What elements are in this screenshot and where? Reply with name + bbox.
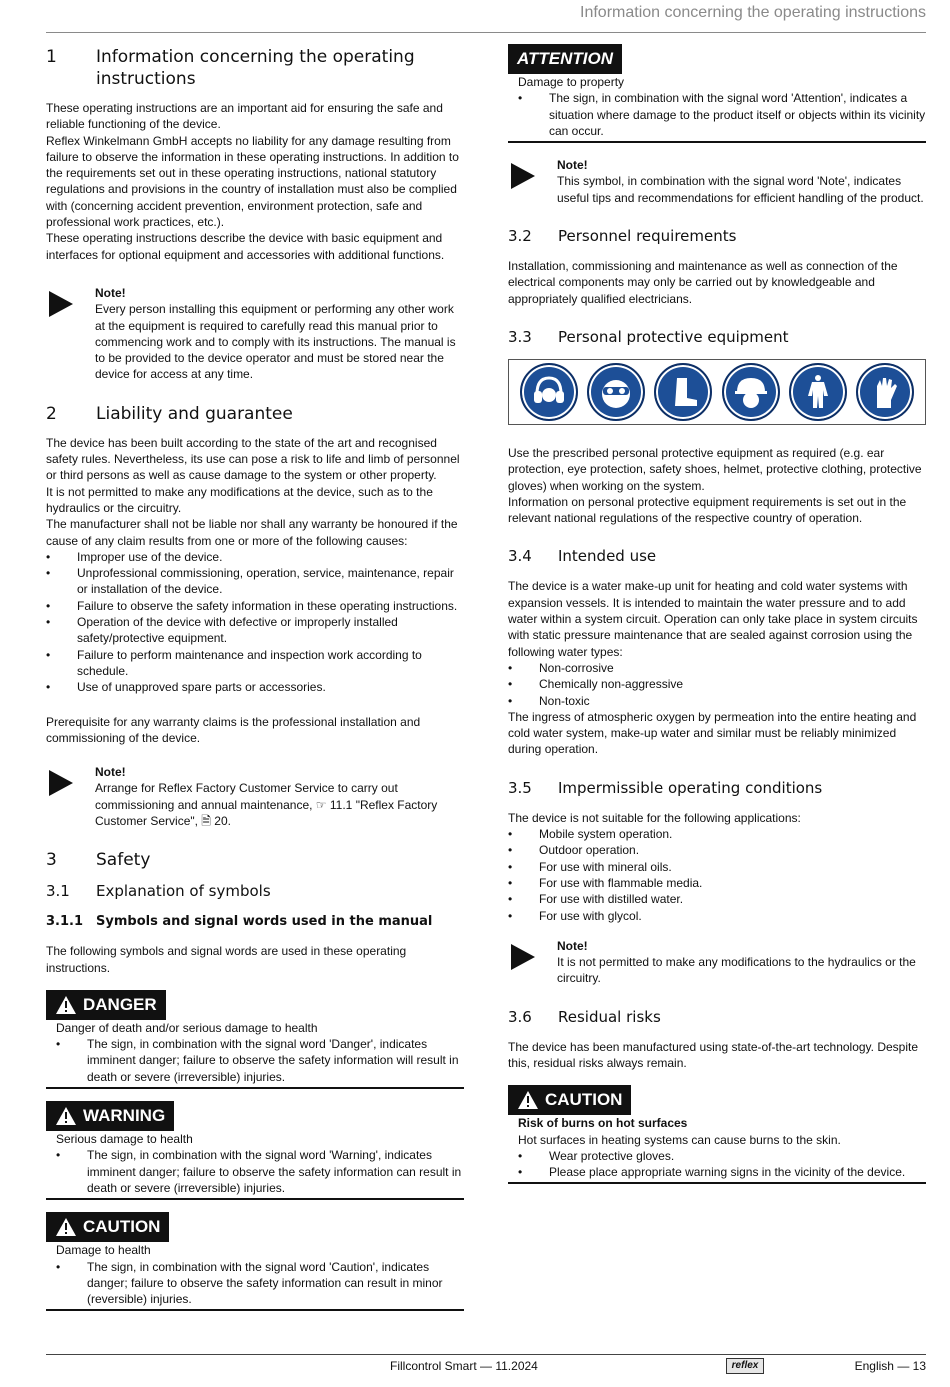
section-3-3-heading — [508, 327, 926, 347]
section-title: Impermissible operating conditions — [558, 778, 823, 797]
warning-triangle-icon — [55, 1217, 77, 1237]
paragraph: Use the prescribed personal protective equipment as required (e.g. ear protection, eye protection, safety shoes, helmet, protective clothing, protective gloves) when working on the system. — [508, 445, 922, 493]
section-1-heading — [46, 46, 464, 90]
section-number: 3 — [46, 850, 57, 871]
warning-triangle-icon — [55, 1106, 77, 1126]
ppe-icon-strip — [508, 359, 926, 425]
note-text: It is not permitted to make any modifications to the hydraulics or the circuitry. — [557, 955, 916, 986]
warning-badge — [46, 1101, 174, 1131]
list-item: • For use with glycol. — [508, 908, 926, 924]
caution-subtitle: Risk of burns on hot surfaces — [518, 1116, 688, 1131]
liability-causes-list — [46, 549, 464, 696]
section-title: Intended use — [558, 547, 657, 566]
section-number: 3.6 — [508, 1007, 532, 1026]
note-box — [508, 157, 926, 206]
section-3-6-heading — [508, 1007, 926, 1027]
caution-badge — [46, 1212, 169, 1242]
section-number: 1 — [46, 47, 57, 67]
list-item: • Unprofessional commissioning, operation, service, maintenance, repair or installation of the device. — [46, 565, 464, 598]
page-header — [46, 0, 926, 33]
note-label: Note! — [95, 285, 126, 300]
danger-subtitle: Danger of death and/or serious damage to health — [56, 1020, 318, 1035]
attention-text: • The sign, in combination with the signal word 'Attention', indicates a situation where damage to the product itself or objects within its vicinity can occur. — [518, 90, 926, 139]
danger-text: • The sign, in combination with the signal word 'Danger', indicates imminent danger; failure to observe the safety information will result in death or severe (irreversible) injuries. — [56, 1036, 464, 1085]
note-text: Every person installing this equipment or performing any other work at the equipment is required to carefully read this manual prior to commencing work and to comply with its instructions. The manual is to be provided to the device operator and must be stored near the device for access at any time. — [95, 302, 456, 382]
caution-label: CAUTION — [83, 1217, 161, 1237]
danger-label: DANGER — [83, 994, 157, 1014]
warning-text: • The sign, in combination with the signal word 'Warning', indicates imminent danger; failure to observe the safety information can result in death or severe (irreversible) injuries. — [56, 1147, 464, 1196]
section-number: 3.3 — [508, 327, 532, 346]
paragraph: These operating instructions describe the device with basic equipment and interfaces for optional equipment and accessories with additional functions. — [46, 231, 445, 262]
caution-signal-block — [46, 1212, 464, 1311]
note-arrow-icon — [49, 291, 73, 317]
footer-document-title: Fillcontrol Smart — 11.2024 — [390, 1359, 538, 1373]
list-item: • Wear protective gloves. — [518, 1148, 926, 1164]
list-item: • Non-toxic — [508, 693, 926, 709]
right-column — [508, 44, 926, 1184]
note-arrow-icon — [49, 770, 73, 796]
list-item: • For use with mineral oils. — [508, 859, 926, 875]
note-box — [46, 764, 464, 829]
caution-label: CAUTION — [545, 1090, 623, 1110]
attention-badge — [508, 44, 622, 74]
attention-label: ATTENTION — [517, 49, 614, 68]
paragraph: Reflex Winkelmann GmbH accepts no liability for any damage resulting from failure to observe the information in these operating instructions. In addition to the requirements set out in these operating instructions, national statutory regulations and provisions in the country of installation must also be complied with (concerning accident prevention, environment protection, safe and professional work practices, etc.). — [46, 133, 459, 230]
footer-page-number: English — 13 — [854, 1359, 926, 1373]
warning-label: WARNING — [83, 1106, 166, 1126]
list-item: • Chemically non-aggressive — [508, 676, 926, 692]
safety-shoes-icon — [654, 363, 712, 421]
list-item: • Improper use of the device. — [46, 549, 464, 565]
note-box — [508, 938, 926, 987]
attention-subtitle: Damage to property — [518, 75, 625, 89]
paragraph: The ingress of atmospheric oxygen by permeation into the entire heating and cold water system, make-up water and similar must be reliably minimized during operation. — [508, 709, 917, 757]
reflex-logo: reflex — [726, 1358, 764, 1374]
paragraph: The device has been built according to the state of the art and recognised safety rules. Nevertheless, its use can pose a risk to life and limb of personnel or third persons as well as cause damage to the system or other property. — [46, 435, 460, 483]
paragraph: Prerequisite for any warranty claims is the professional installation and commissioning of the device. — [46, 714, 421, 745]
paragraph: Information on personal protective equipment requirements is set out in the relevant national regulations of the respective country of operation. — [508, 494, 907, 526]
ear-protection-icon — [520, 363, 578, 421]
protective-gloves-icon — [856, 363, 914, 421]
caution-text: • The sign, in combination with the signal word 'Caution', indicates danger; failure to observe the safety information can result in minor (reversible) injuries. — [56, 1259, 464, 1308]
section-number: 3.4 — [508, 547, 532, 566]
warning-triangle-icon — [55, 995, 77, 1015]
section-number: 2 — [46, 403, 57, 424]
section-3-1-heading — [46, 881, 464, 901]
note-box — [46, 285, 464, 383]
paragraph: The manufacturer shall not be liable nor shall any warranty be honoured if the cause of any claim results from one or more of the following causes: — [46, 517, 458, 548]
helmet-icon — [722, 363, 780, 421]
list-item: • Non-corrosive — [508, 660, 926, 676]
paragraph: Installation, commissioning and maintenance as well as connection of the electrical components may only be carried out by knowledgeable and appropriately qualified electricians. — [508, 259, 898, 306]
note-arrow-icon — [511, 944, 535, 970]
section-title: Safety — [96, 850, 151, 871]
caution-text: Hot surfaces in heating systems can cause burns to the skin. — [518, 1132, 841, 1147]
protective-clothing-icon — [789, 363, 847, 421]
water-types-list — [508, 660, 926, 709]
list-item: • For use with flammable media. — [508, 875, 926, 891]
caution-subtitle: Damage to health — [56, 1243, 151, 1258]
list-item: • Failure to observe the safety information in these operating instructions. — [46, 598, 464, 614]
section-title: Liability and guarantee — [96, 403, 293, 424]
section-title: Information concerning the operating instructions — [96, 47, 415, 89]
section-3-heading — [46, 849, 464, 871]
section-title: Explanation of symbols — [96, 882, 271, 901]
attention-signal-block — [508, 44, 926, 143]
section-3-4-heading — [508, 546, 926, 566]
note-text: This symbol, in combination with the signal word 'Note', indicates useful tips and recommendations for efficient handling of the product. — [557, 174, 924, 205]
page-footer — [46, 1354, 926, 1387]
list-item: • Outdoor operation. — [508, 842, 926, 858]
running-header-title: Information concerning the operating instructions — [580, 4, 926, 21]
list-item: • Please place appropriate warning signs in the vicinity of the device. — [518, 1164, 926, 1180]
list-item: • Use of unapproved spare parts or accessories. — [46, 679, 464, 695]
note-label: Note! — [95, 765, 126, 780]
note-label: Note! — [557, 938, 588, 953]
section-3-1-1-heading — [46, 913, 464, 931]
warning-triangle-icon — [517, 1090, 539, 1110]
section-number: 3.1.1 — [46, 914, 84, 930]
residual-caution-block — [508, 1085, 926, 1184]
impermissible-conditions-list — [508, 826, 926, 924]
section-number: 3.5 — [508, 778, 532, 797]
danger-badge — [46, 990, 166, 1020]
note-label: Note! — [557, 158, 588, 173]
note-arrow-icon — [511, 163, 535, 189]
section-2-heading — [46, 403, 464, 425]
paragraph: The device has been manufactured using state-of-the-art technology. Despite this, residual risks always remain. — [508, 1039, 919, 1070]
list-item: • Operation of the device with defective or improperly installed safety/protective equipment. — [46, 614, 464, 647]
danger-signal-block — [46, 990, 464, 1089]
section-title: Personal protective equipment — [558, 327, 789, 346]
section-title: Personnel requirements — [558, 227, 737, 246]
caution-badge — [508, 1085, 631, 1115]
warning-subtitle: Serious damage to health — [56, 1132, 193, 1147]
paragraph: These operating instructions are an important aid for ensuring the safe and reliable functioning of the device. — [46, 101, 443, 132]
warning-signal-block — [46, 1101, 464, 1200]
left-column — [46, 46, 464, 1311]
eye-protection-icon — [587, 363, 645, 421]
list-item: • Failure to perform maintenance and inspection work according to schedule. — [46, 647, 464, 680]
paragraph: It is not permitted to make any modifications at the device, such as to the hydraulics or the circuitry. — [46, 484, 433, 515]
section-number: 3.2 — [508, 227, 532, 246]
section-title: Residual risks — [558, 1007, 661, 1026]
list-item: • For use with distilled water. — [508, 891, 926, 907]
list-item: • Mobile system operation. — [508, 826, 926, 842]
paragraph: The following symbols and signal words are used in these operating instructions. — [46, 944, 407, 975]
section-title: Symbols and signal words used in the manual — [96, 914, 433, 930]
section-3-2-heading — [508, 226, 926, 246]
paragraph: The device is not suitable for the following applications: — [508, 810, 801, 825]
section-number: 3.1 — [46, 882, 70, 901]
note-text: Arrange for Reflex Factory Customer Service to carry out commissioning and annual maintenance, ☞ 11.1 "Reflex Factory Customer Service", 🗎 20. — [95, 781, 438, 828]
section-3-5-heading — [508, 778, 926, 798]
paragraph: The device is a water make-up unit for heating and cold water systems with expansion vessels. It is intended to maintain the water pressure and to add water within a system circuit. Operation can only take place in system circuits with static pressure maintenance that are sealed against corrosion using the following water types: — [508, 579, 918, 659]
